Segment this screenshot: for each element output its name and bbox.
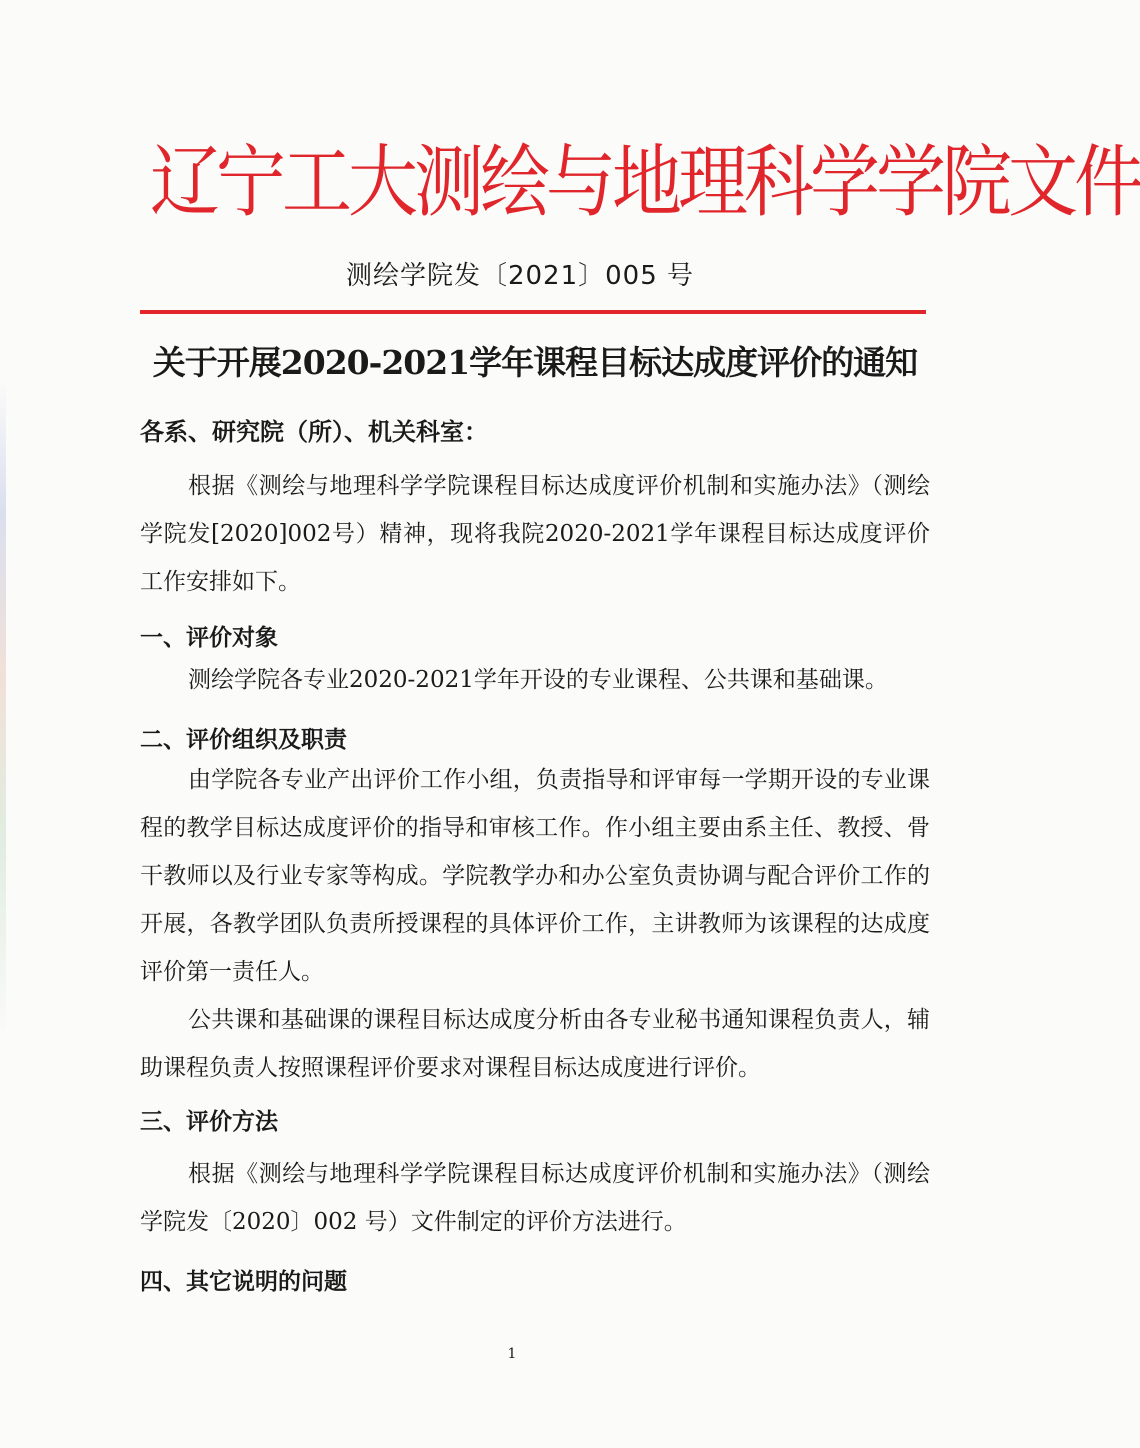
section-3-paragraph: 根据《测绘与地理科学学院课程目标达成度评价机制和实施办法》（测绘学院发〔2020〕002 号）文件制定的评价方法进行。 bbox=[140, 1161, 930, 1235]
document-number: 测绘学院发〔2021〕005 号 bbox=[345, 261, 695, 291]
institution-title: 辽宁工大测绘与地理科学学院文件 bbox=[150, 136, 1140, 228]
intro-paragraph: 根据《测绘与地理科学学院课程目标达成度评价机制和实施办法》（测绘学院发[2020]002号）精神，现将我院2020-2021学年课程目标达成度评价工作安排如下。 bbox=[140, 473, 930, 595]
salutation: 各系、研究院（所）、机关科室： bbox=[140, 418, 488, 446]
section-1-paragraph: 测绘学院各专业2020-2021学年开设的专业课程、公共课和基础课。 bbox=[188, 667, 888, 693]
section-heading-3: 三、评价方法 bbox=[140, 1109, 278, 1135]
scan-edge-artifact bbox=[0, 380, 6, 1040]
section-heading-1: 一、评价对象 bbox=[140, 625, 278, 651]
page-number: 1 bbox=[507, 1346, 517, 1362]
section-2-paragraph-1: 由学院各专业产出评价工作小组，负责指导和评审每一学期开设的专业课程的教学目标达成度评价的指导和审核工作。作小组主要由系主任、教授、骨干教师以及行业专家等构成。学院教学办和办公室负责协调与配合评价工作的开展，各教学团队负责所授课程的具体评价工作，主讲教师为该课程的达成度评价第一责任人。 bbox=[140, 767, 930, 985]
notice-title: 关于开展2020-2021学年课程目标达成度评价的通知 bbox=[152, 343, 918, 382]
section-2-paragraph-2: 公共课和基础课的课程目标达成度分析由各专业秘书通知课程负责人，辅助课程负责人按照课程评价要求对课程目标达成度进行评价。 bbox=[140, 1007, 930, 1081]
section-heading-2: 二、评价组织及职责 bbox=[140, 727, 347, 753]
red-divider-line bbox=[140, 310, 926, 314]
section-heading-4: 四、其它说明的问题 bbox=[140, 1269, 347, 1295]
